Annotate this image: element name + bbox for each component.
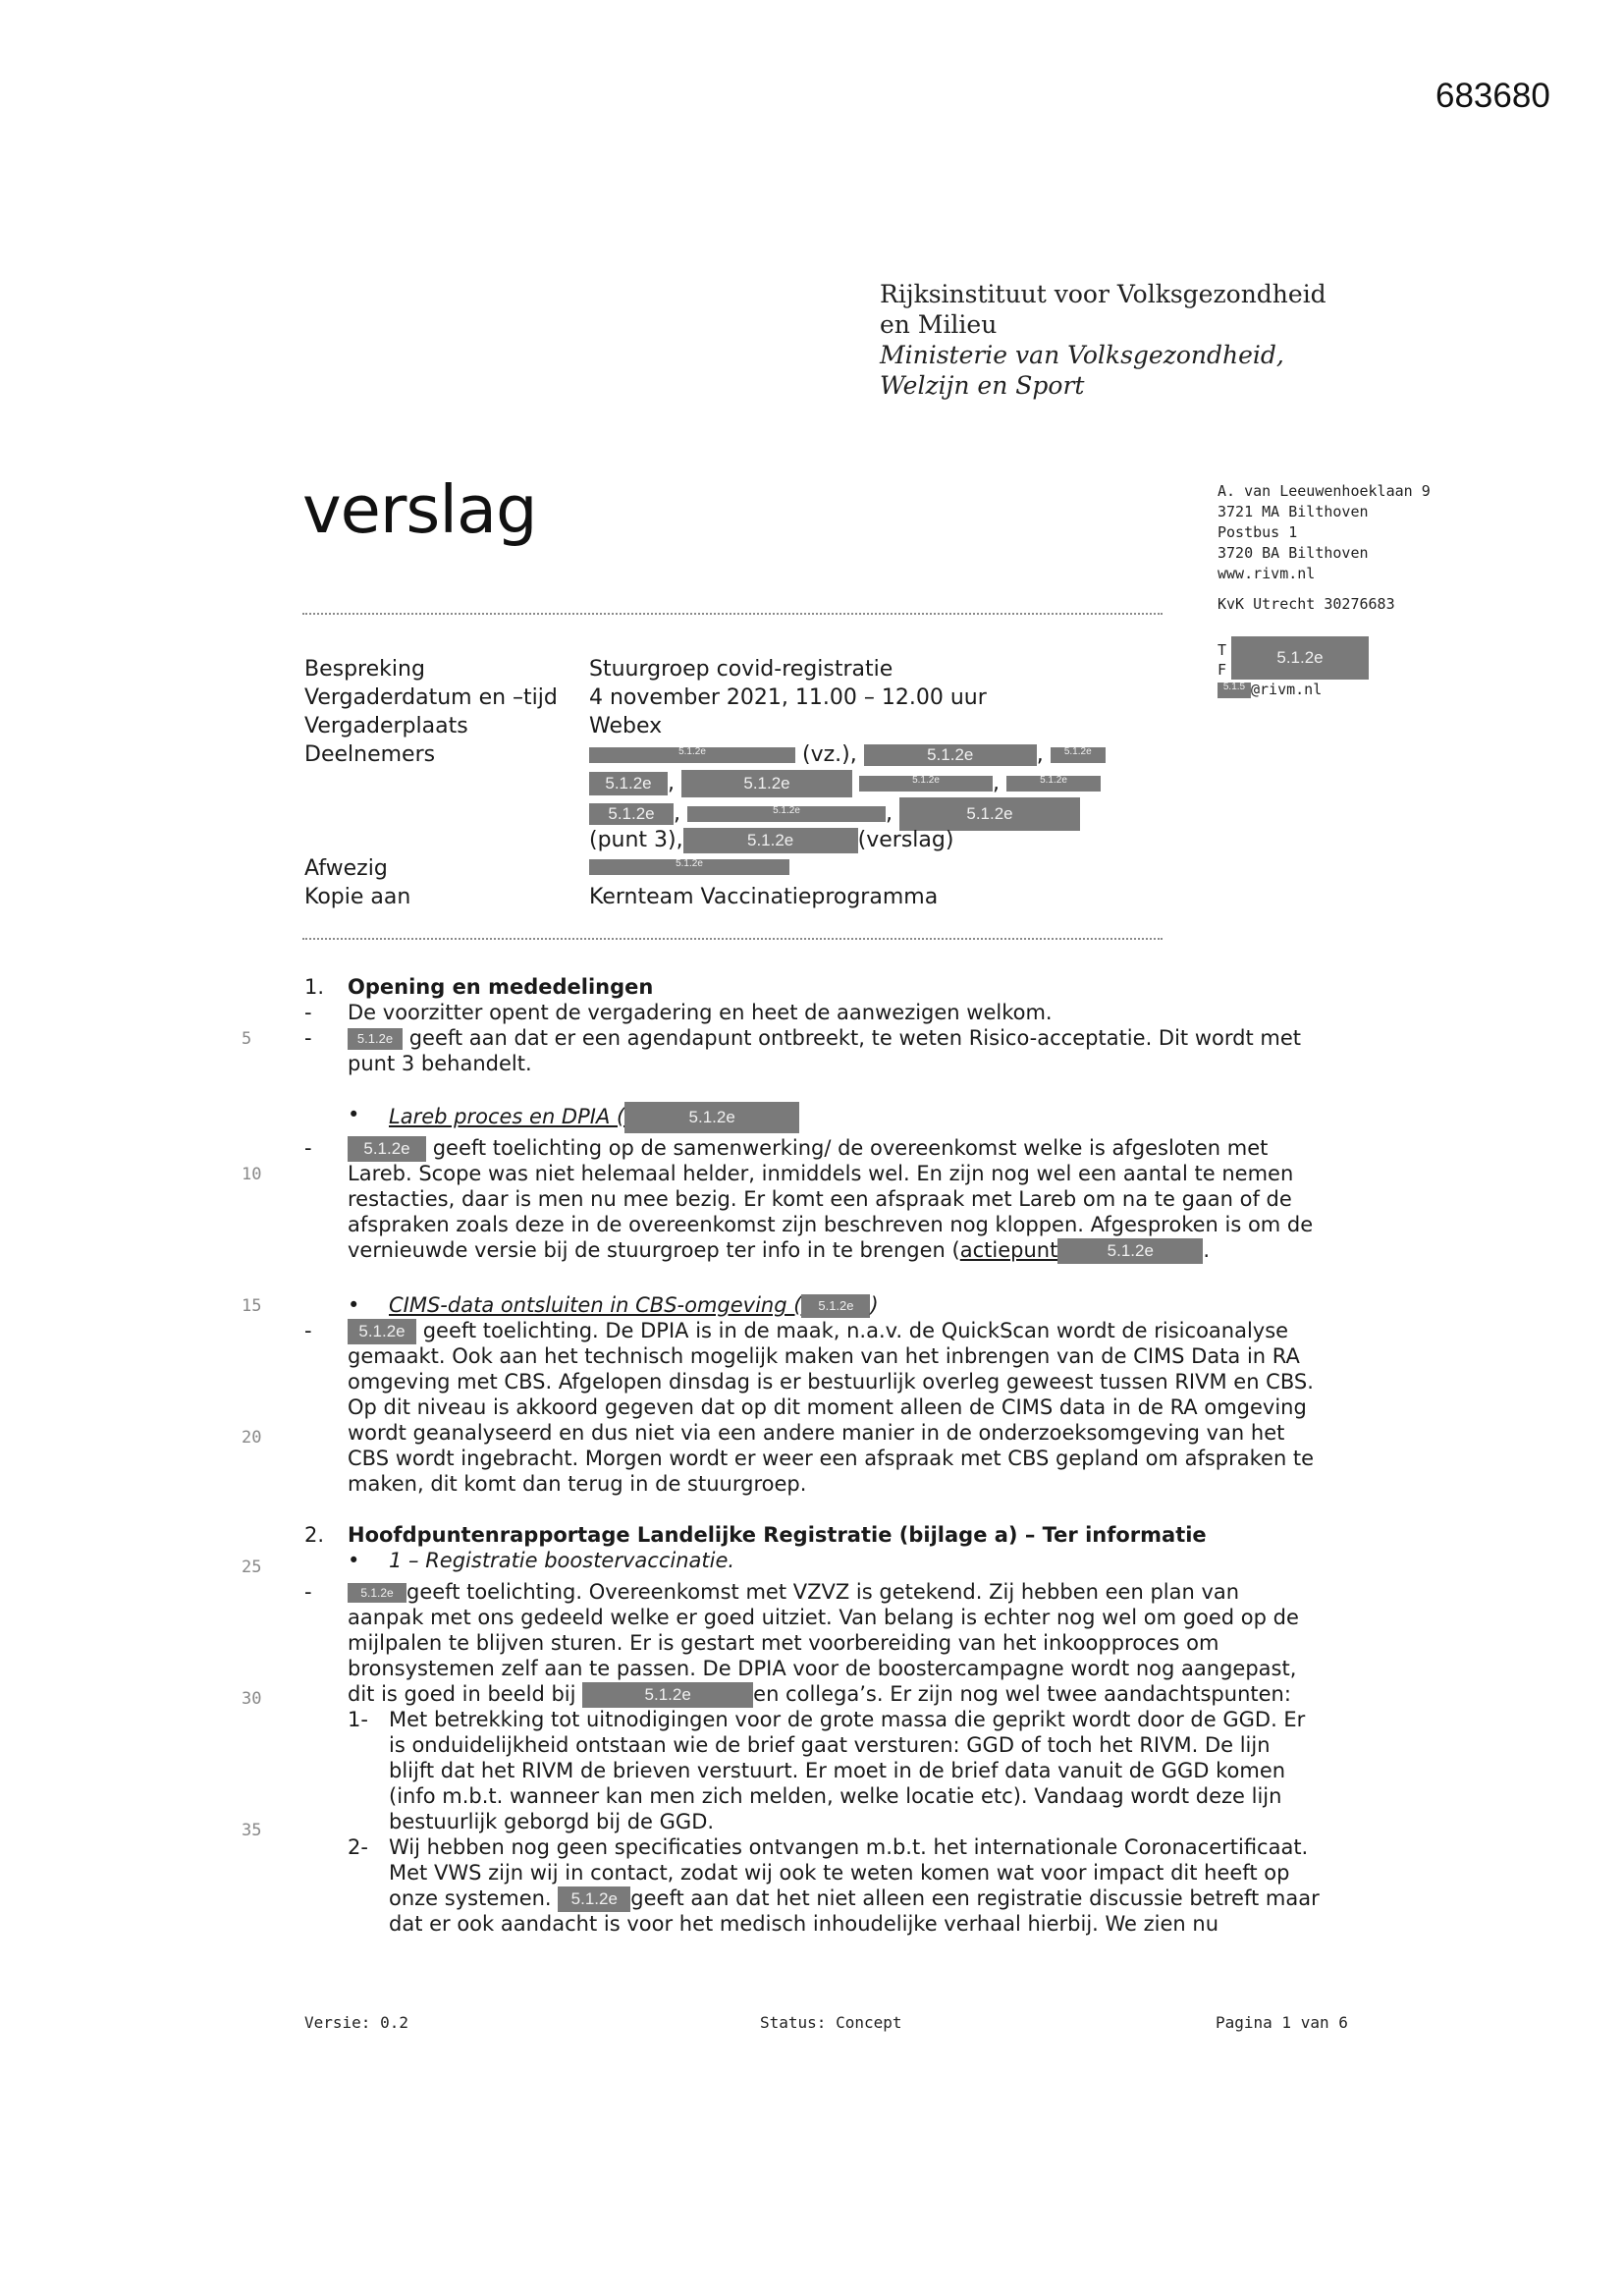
separator: , [886, 801, 893, 826]
divider [302, 613, 1163, 615]
separator: , [674, 801, 680, 826]
paragraph-line [348, 1681, 1291, 1708]
subheading-booster: 1 – Registratie boostervaccinatie. [389, 1549, 735, 1572]
paragraph-line: Lareb. Scope was niet helemaal helder, inmiddels wel. En zijn nog wel een aantal te nemen [348, 1162, 1294, 1185]
paragraph-line: wordt geanalyseerd en dus niet via een andere manier in de onderzoeksomgeving van het [348, 1421, 1285, 1445]
paragraph-line: Met betrekking tot uitnodigingen voor de grote massa die geprikt wordt door de GGD. Er [389, 1708, 1306, 1731]
meta-kopie: Kernteam Vaccinatieprogramma [589, 885, 939, 909]
separator: , [993, 771, 1000, 795]
meta-label: Afwezig [304, 856, 388, 881]
subheading-lareb [389, 1102, 799, 1133]
paragraph-line: aanpak met ons gedeeld welke er goed uitziet. Van belang is echter nog wel om goed op de [348, 1606, 1299, 1629]
line-number: 20 [242, 1428, 262, 1448]
participants-line-2 [589, 769, 1101, 797]
paragraph-line: De voorzitter opent de vergadering en heet de aanwezigen welkom. [348, 1001, 1053, 1024]
paragraph-text: onze systemen. [389, 1886, 552, 1910]
meta-label: Vergaderplaats [304, 714, 468, 738]
paragraph-line: Wij hebben nog geen specificaties ontvangen m.b.t. het internationale Coronacertificaat. [389, 1835, 1309, 1859]
meta-datum: 4 november 2021, 11.00 – 12.00 uur [589, 685, 987, 710]
paragraph-line [348, 1237, 1210, 1264]
redaction: 5.1.2e [859, 776, 993, 792]
paragraph-line: dat er ook aandacht is voor het medisch inhoudelijke verhaal hierbij. We zien nu [389, 1912, 1219, 1936]
subheading-cims [389, 1292, 879, 1318]
paragraph-text: vernieuwde versie bij de stuurgroep ter info in te brengen ( [348, 1238, 960, 1262]
address-line: Postbus 1 [1218, 523, 1298, 541]
paragraph-line: Met VWS zijn wij in contact, zodat wij ook te weten komen wat voor impact dit heeft op [389, 1861, 1290, 1885]
org-line-3: Ministerie van Volksgezondheid, [880, 341, 1284, 369]
subheading-text: CIMS-data ontsluiten in CBS-omgeving ( [389, 1293, 802, 1317]
paragraph-line: CBS wordt ingebracht. Morgen wordt er weer een afspraak met CBS gepland om afspraken te [348, 1447, 1315, 1470]
org-line-2: en Milieu [880, 310, 998, 339]
punt3-label: (punt 3), [589, 828, 683, 852]
paragraph-line [348, 1579, 1239, 1605]
redaction: 5.1.2e [687, 806, 886, 822]
paragraph-text: geeft toelichting. De DPIA is in de maak, n.a.v. de QuickScan wordt de risicoanalyse [422, 1319, 1289, 1342]
paragraph-line: gemaakt. Ook aan het technisch mogelijk maken van het inbrengen van de CIMS Data in RA [348, 1344, 1300, 1368]
list-dash: - [304, 1001, 312, 1024]
meta-label: Bespreking [304, 657, 425, 682]
line-number: 25 [242, 1558, 262, 1577]
line-number: 15 [242, 1296, 262, 1316]
list-dash: - [304, 1026, 312, 1050]
redaction: 5.1.2e [624, 1102, 799, 1133]
list-dash: - [304, 1319, 312, 1342]
address-line: 3721 MA Bilthoven [1218, 503, 1369, 520]
bullet: • [348, 1293, 360, 1317]
redaction: 5.1.2e [589, 803, 674, 825]
address-line: A. van Leeuwenhoeklaan 9 [1218, 482, 1431, 500]
paragraph-line: mijlpalen te blijven sturen. Er is gestart met voorbereiding van het inkoopproces om [348, 1631, 1219, 1655]
redaction: 5.1.2e [589, 772, 668, 795]
org-line-4: Welzijn en Sport [880, 371, 1085, 400]
address-block [1218, 481, 1431, 615]
redaction: 5.1.2e [582, 1682, 753, 1708]
section-number: 1. [304, 975, 325, 999]
phone-label: T [1218, 641, 1227, 659]
paragraph-line: maken, dit komt dan terug in de stuurgroep. [348, 1472, 807, 1496]
paragraph-text: geeft toelichting. Overeenkomst met VZVZ is getekend. Zij hebben een plan van [406, 1580, 1240, 1604]
divider [302, 938, 1163, 940]
document-id: 683680 [1435, 77, 1550, 115]
redaction: 5.1.2e [348, 1028, 403, 1050]
address-line: KvK Utrecht 30276683 [1218, 595, 1395, 613]
paragraph-text: dit is goed in beeld bij [348, 1682, 576, 1706]
bullet: • [348, 1103, 360, 1126]
redaction: 5.1.2e [1051, 747, 1106, 763]
redaction: 5.1.2e [899, 797, 1080, 831]
paragraph-line: bronsystemen zelf aan te passen. De DPIA voor de boostercampagne wordt nog aangepast, [348, 1657, 1297, 1680]
organization-header [880, 279, 1326, 401]
participants-line-4 [589, 826, 953, 854]
action-point-link: actiepunt [959, 1238, 1058, 1262]
footer-page: Pagina 1 van 6 [1216, 2013, 1348, 2032]
verslag-label: (verslag) [857, 828, 954, 852]
address-line: www.rivm.nl [1218, 565, 1316, 582]
list-number: 2- [348, 1835, 368, 1859]
vz-label: (vz.), [802, 742, 857, 767]
redaction: 5.1.2e [589, 747, 795, 763]
line-number: 35 [242, 1821, 262, 1840]
paragraph-line [348, 1025, 1301, 1051]
redaction: 5.1.2e [589, 859, 789, 875]
footer-status: Status: Concept [760, 2013, 902, 2032]
paragraph-line: is onduidelijkheid ontstaan wie de brief gaat versturen: GGD of toch het RIVM. De lijn [389, 1733, 1271, 1757]
paragraph-text: geeft aan dat het niet alleen een registratie discussie betreft maar [630, 1886, 1320, 1910]
redaction: 5.1.2e [558, 1886, 630, 1912]
redaction: 5.1.2e [348, 1583, 406, 1603]
list-number: 1- [348, 1708, 368, 1731]
paragraph-line [348, 1135, 1268, 1162]
redaction: 5.1.2e [348, 1136, 426, 1162]
paragraph-line: Op dit niveau is akkoord gegeven dat op dit moment alleen de CIMS data in de RA omgeving [348, 1395, 1307, 1419]
line-number: 10 [242, 1165, 262, 1184]
period: . [1203, 1238, 1210, 1262]
section-heading: Hoofdpuntenrapportage Landelijke Registratie (bijlage a) – Ter informatie [348, 1523, 1207, 1547]
meta-plaats: Webex [589, 714, 663, 738]
line-number: 5 [242, 1029, 252, 1049]
footer-version: Versie: 0.2 [304, 2013, 408, 2032]
paragraph-text: geeft toelichting op de samenwerking/ de overeenkomst welke is afgesloten met [432, 1136, 1269, 1160]
meta-bespreking: Stuurgroep covid-registratie [589, 657, 893, 682]
separator: , [668, 771, 675, 795]
subheading-close: ) [870, 1293, 879, 1317]
paragraph-text: en collega’s. Er zijn nog wel twee aandachtspunten: [753, 1682, 1291, 1706]
redaction: 5.1.2e [348, 1319, 416, 1344]
meta-label: Vergaderdatum en –tijd [304, 685, 558, 710]
list-dash: - [304, 1136, 312, 1160]
fax-label: F [1218, 661, 1227, 679]
redaction: 5.1.2e [1057, 1238, 1203, 1264]
paragraph-line: omgeving met CBS. Afgelopen dinsdag is er bestuurlijk overleg geweest tussen RIVM en CBS. [348, 1370, 1314, 1394]
meta-label: Kopie aan [304, 885, 411, 909]
bullet: • [348, 1549, 360, 1572]
org-line-1: Rijksinstituut voor Volksgezondheid [880, 280, 1326, 308]
redaction: 5.1.2e [801, 1294, 870, 1318]
redaction: 5.1.2e [681, 770, 852, 797]
participants-line-1 [589, 740, 1106, 769]
section-number: 2. [304, 1523, 325, 1547]
separator: , [1036, 742, 1044, 767]
paragraph-line: bestuurlijk geborgd bij de GGD. [389, 1810, 715, 1833]
paragraph-text: geeft aan dat er een agendapunt ontbreekt, te weten Risico-acceptatie. Dit wordt met [408, 1026, 1301, 1050]
paragraph-line: (info m.b.t. wanneer kan men zich melden, welke locatie etc). Vandaag wordt deze lijn [389, 1784, 1282, 1808]
email-suffix: @rivm.nl [1251, 681, 1323, 698]
paragraph-line: afspraken zoals deze in de overeenkomst zijn beschreven nog kloppen. Afgesproken is om de [348, 1213, 1314, 1236]
paragraph-line: blijft dat het RIVM de brieven verstuurt. Er moet in de brief data vanuit de GGD komen [389, 1759, 1286, 1782]
paragraph-line: punt 3 behandelt. [348, 1052, 532, 1075]
paragraph-line: restacties, daar is men nu mee bezig. Er komt een afspraak met Lareb om na te gaan of de [348, 1187, 1292, 1211]
address-line: 3720 BA Bilthoven [1218, 544, 1369, 562]
document-title: verslag [302, 471, 537, 548]
redaction: 5.1.5 [1218, 683, 1251, 698]
paragraph-line [389, 1886, 1320, 1912]
redaction: 5.1.2e [1231, 636, 1369, 680]
subheading-text: Lareb proces en DPIA ( [389, 1105, 625, 1128]
redaction: 5.1.2e [683, 828, 858, 853]
line-number: 30 [242, 1689, 262, 1709]
list-dash: - [304, 1580, 312, 1604]
paragraph-line [348, 1318, 1288, 1344]
meta-label: Deelnemers [304, 742, 436, 767]
redaction: 5.1.2e [1006, 776, 1101, 792]
section-heading: Opening en mededelingen [348, 975, 654, 999]
redaction: 5.1.2e [864, 744, 1037, 766]
